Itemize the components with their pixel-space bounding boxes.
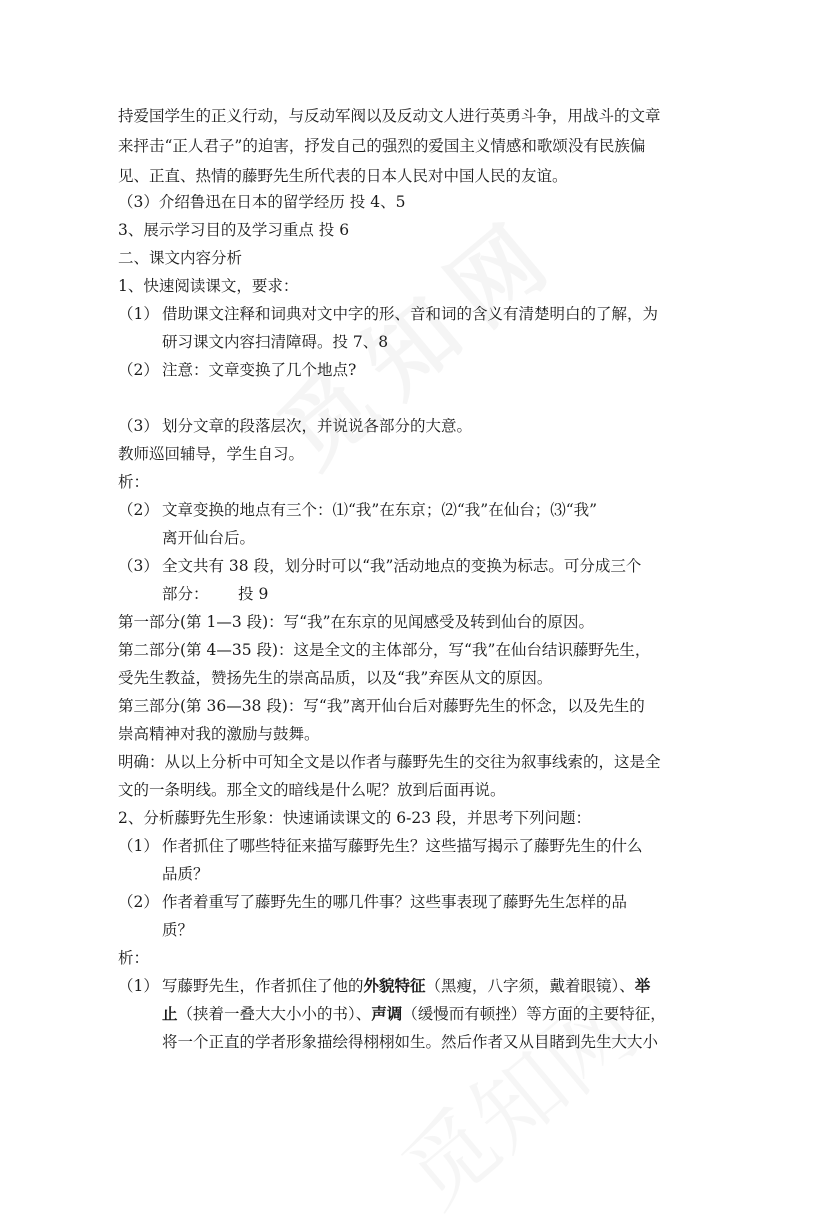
text-run: 写藤野先生，作者抓住了他的 — [162, 977, 364, 995]
paragraph-line: 教师巡回辅导，学生自习。 — [118, 445, 305, 463]
paragraph-line: 见、正直、热情的藤野先生所代表的日本人民对中国人民的友谊。 — [118, 167, 568, 185]
item-text: 注意：文章变换了几个地点? — [162, 361, 357, 379]
item-number: （1） — [118, 305, 159, 323]
item-text: 将一个正直的学者形象描绘得栩栩如生。然后作者又从目睹到先生大大小 — [162, 1033, 659, 1051]
bold-term: 声调 — [371, 1004, 403, 1023]
item-text: 部分： 投 9 — [162, 585, 269, 603]
item-number: （2） — [118, 893, 159, 911]
item-text: 品质？ — [162, 865, 209, 883]
analysis-label: 析： — [118, 949, 150, 967]
item-number: （2） — [118, 361, 159, 379]
item-number: （3） — [118, 557, 159, 575]
heading-line: 1、快速阅读课文，要求： — [118, 277, 299, 295]
bold-term: 止 — [162, 1004, 178, 1023]
item-text: 研习课文内容扫清障碍。投 7、8 — [162, 333, 389, 351]
item-text — [162, 972, 650, 1000]
paragraph-line: 明确：从以上分析中可知全文是以作者与藤野先生的交往为叙事线索的，这是全 — [118, 753, 661, 771]
paragraph-line: 第一部分(第 1—3 段)：写“我”在东京的见闻感受及转到仙台的原因。 — [118, 613, 595, 631]
heading-line: 2、分析藤野先生形象：快速诵读课文的 6-23 段，并思考下列问题： — [118, 809, 592, 827]
item-number: （2） — [118, 501, 159, 519]
item-text: 借助课文注释和词典对文中字的形、音和词的含义有清楚明白的了解，为 — [162, 305, 659, 323]
item-number: （1） — [118, 837, 159, 855]
paragraph-line: （3）介绍鲁迅在日本的留学经历 投 4、5 — [118, 193, 406, 211]
item-text: 划分文章的段落层次，并说说各部分的大意。 — [162, 417, 473, 435]
paragraph-line: 崇高精神对我的激励与鼓舞。 — [118, 725, 320, 743]
text-run: （缓慢而有顿挫）等方面的主要特征， — [402, 1005, 666, 1023]
item-number: （1） — [118, 977, 159, 995]
item-number: （3） — [118, 417, 159, 435]
paragraph-line: 持爱国学生的正义行动，与反动军阀以及反动文人进行英勇斗争，用战斗的文章 — [118, 107, 661, 125]
section-heading: 二、课文内容分析 — [118, 249, 243, 267]
text-run: （挟着一叠大大小小的书）、 — [177, 1005, 372, 1023]
paragraph-line: 文的一条明线。那全文的暗线是什么呢？放到后面再说。 — [118, 781, 506, 799]
item-text: 离开仙台后。 — [162, 529, 256, 547]
bold-term: 外貌特征 — [363, 976, 426, 995]
item-text: 质？ — [162, 921, 194, 939]
paragraph-line: 受先生教益，赞扬先生的崇高品质，以及“我”弃医从文的原因。 — [118, 669, 553, 687]
bold-term: 举 — [634, 976, 651, 995]
item-text: 作者着重写了藤野先生的哪几件事？这些事表现了藤野先生怎样的品 — [162, 893, 628, 911]
analysis-label: 析： — [118, 473, 150, 491]
item-text — [162, 1000, 666, 1028]
item-text: 文章变换的地点有三个：⑴“我”在东京；⑵“我”在仙台；⑶“我” — [162, 501, 598, 519]
paragraph-line: 第三部分(第 36—38 段)：写“我”离开仙台后对藤野先生的怀念，以及先生的 — [118, 697, 645, 715]
paragraph-line: 第二部分(第 4—35 段)：这是全文的主体部分，写“我”在仙台结识藤野先生， — [118, 641, 651, 659]
heading-line: 3、展示学习目的及学习重点 投 6 — [118, 221, 350, 239]
item-text: 全文共有 38 段，划分时可以“我”活动地点的变换为标志。可分成三个 — [162, 557, 642, 575]
text-run: （黑瘦，八字须，戴着眼镜）、 — [425, 977, 635, 995]
item-text: 作者抓住了哪些特征来描写藤野先生？这些描写揭示了藤野先生的什么 — [162, 837, 643, 855]
paragraph-line: 来抨击“正人君子”的迫害，抒发自己的强烈的爱国主义情感和歌颂没有民族偏 — [118, 137, 646, 155]
